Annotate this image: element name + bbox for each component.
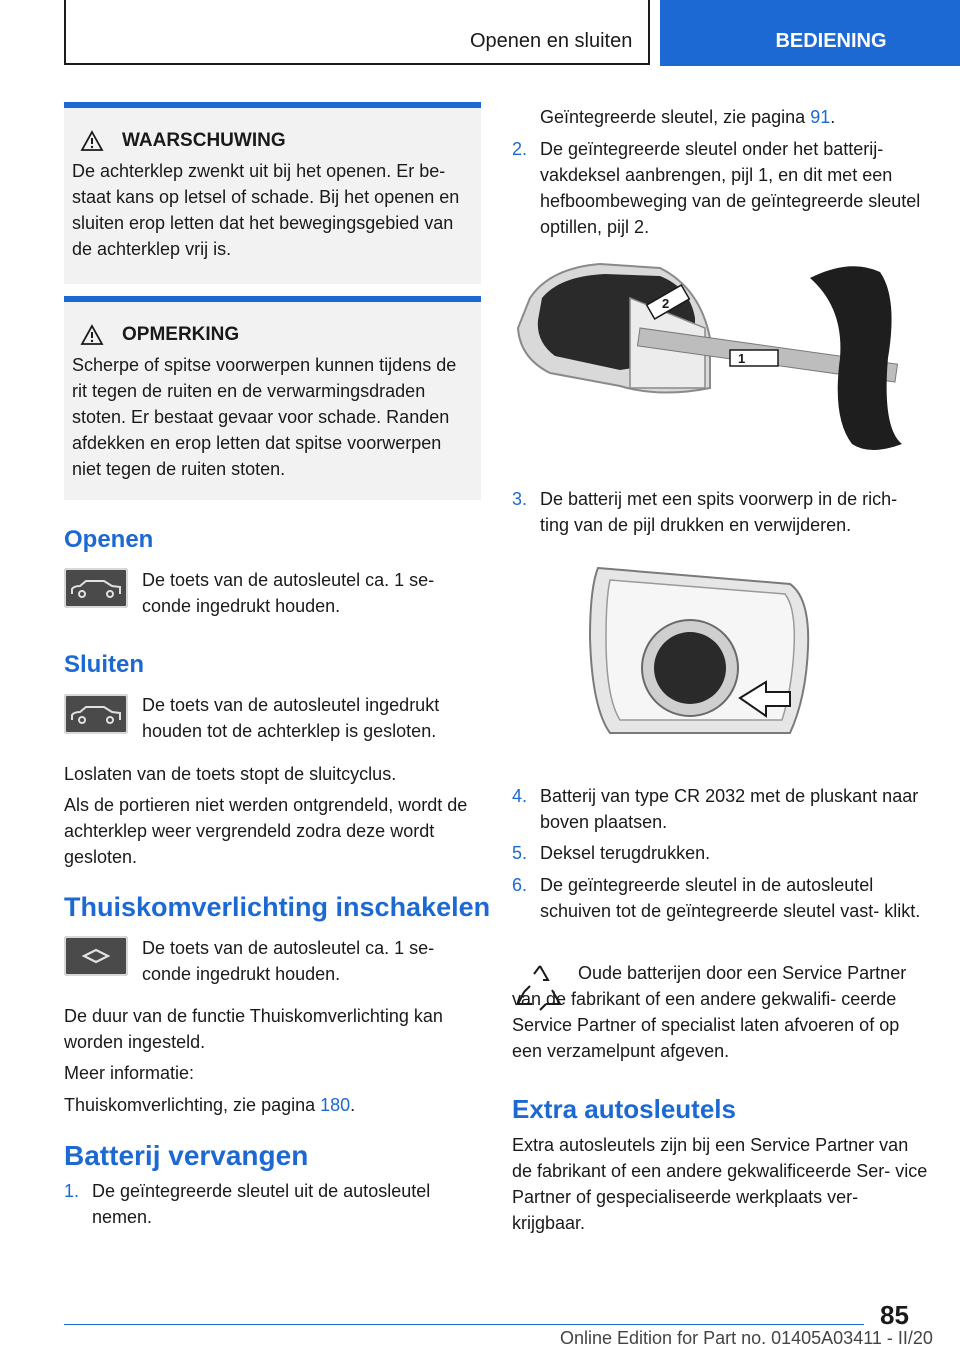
page-link-180[interactable]: 180 <box>320 1095 351 1115</box>
battery-compartment-illustration <box>580 558 820 748</box>
step-5 <box>512 840 932 868</box>
thuiskom-ref-end: . <box>350 1095 356 1115</box>
step-number: 4. <box>512 786 528 806</box>
tailgate-key-button <box>64 694 128 734</box>
note-text: Scherpe of spitse voorwerpen kunnen tijdens de rit tegen de ruiten en de verwarmingsdraden stoten. Er bestaat gevaar voor schade. Randen afdekken en erop letten dat spitse voorwerpen niet tegen de ruiten stoten. <box>72 355 457 479</box>
thuiskom-ref-text: Thuiskomverlichting, zie pagina <box>64 1095 321 1115</box>
step-1-cont-end: . <box>830 107 836 127</box>
warning-box <box>64 102 481 284</box>
heading-openen: Openen <box>64 526 154 553</box>
extra-text: Extra autosleutels zijn bij een Service Partner van de fabrikant of een andere gekwalificeerde Ser- vice Partner of gespecialiseerde werkplaats ver- krijgbaar. <box>512 1135 928 1233</box>
sluiten-text: De toets van de autosleutel ingedrukt houden tot de achterklep is gesloten. <box>142 695 440 741</box>
step-4 <box>512 783 932 839</box>
header-bottom-rule <box>64 63 650 65</box>
key-with-integrated-key-illustration <box>510 258 920 458</box>
recycle-text: Oude batterijen door een Service Partner van de fabrikant of een andere gekwalifi- ceerde Service Partner of specialist laten afvoeren of op een verzamelpunt afgeven. <box>512 963 907 1061</box>
home-light-diamond-icon <box>81 946 111 966</box>
warning-text: De achterklep zwenkt uit bij het openen. Er be- staat kans op letsel of schade. Bij het openen en sluiten erop letten dat het bewegingsgebied van de achterklep vrij is. <box>72 161 460 259</box>
thuiskom-reference <box>64 1092 474 1118</box>
step-text: De geïntegreerde sleutel onder het batterij- vakdeksel aanbrengen, pijl 1, en dit met een hefboombeweging van de geïntegreerde sleutel optillen, pijl 2. <box>540 139 921 237</box>
arrow-label-2: 2 <box>662 296 670 311</box>
edition-footer: Online Edition for Part no. 01405A03411 - II/20 <box>560 1328 933 1348</box>
thuiskom-paragraph-2: Meer informatie: <box>64 1063 195 1083</box>
sluiten-paragraph-1: Loslaten van de toets stopt de sluitcyclus. <box>64 764 397 784</box>
thuiskom-paragraph-1: De duur van de functie Thuiskomverlichting kan worden ingesteld. <box>64 1006 443 1052</box>
note-box <box>64 296 481 500</box>
heading-extra-autosleutels: Extra autosleutels <box>512 1094 736 1124</box>
section-title: Openen en sluiten <box>470 30 633 52</box>
heading-sluiten: Sluiten <box>64 651 145 678</box>
step-1 <box>64 1178 474 1234</box>
header-left-rule <box>64 0 66 64</box>
step-3 <box>512 486 932 542</box>
step-number: 2. <box>512 139 528 159</box>
caution-triangle-icon <box>80 324 104 346</box>
page-number: 85 <box>880 1300 909 1330</box>
chapter-tab-label: BEDIENING <box>775 30 887 52</box>
step-number: 5. <box>512 843 528 863</box>
page-link-91[interactable]: 91 <box>810 107 831 127</box>
openen-text: De toets van de autosleutel ca. 1 se- conde ingedrukt houden. <box>142 570 435 616</box>
warning-title: WAARSCHUWING <box>122 130 286 151</box>
tailgate-key-button <box>64 568 128 608</box>
chapter-tab[interactable] <box>660 0 960 66</box>
step-text: De batterij met een spits voorwerp in de rich- ting van de pijl drukken en verwijderen. <box>540 489 898 535</box>
home-light-key-button <box>64 936 128 976</box>
tailgate-car-icon <box>68 576 124 600</box>
footer-rule <box>64 1324 864 1325</box>
header-divider <box>648 0 650 64</box>
sluiten-paragraph-2: Als de portieren niet werden ontgrendeld, wordt de achterklep weer vergrendeld zodra deze wordt gesloten. <box>64 795 468 867</box>
step-1-cont-text: Geïntegreerde sleutel, zie pagina <box>540 107 811 127</box>
tailgate-car-icon <box>68 702 124 726</box>
step-6 <box>512 872 932 952</box>
note-header <box>80 324 473 346</box>
arrow-label-1: 1 <box>738 351 746 366</box>
step-2 <box>512 136 932 246</box>
step-number: 1. <box>64 1181 80 1201</box>
thuiskom-text: De toets van de autosleutel ca. 1 se- conde ingedrukt houden. <box>142 938 435 984</box>
step-text: Batterij van type CR 2032 met de pluskant naar boven plaatsen. <box>540 786 919 832</box>
step-1-continuation <box>540 104 940 130</box>
note-title: OPMERKING <box>122 324 240 345</box>
heading-thuiskomverlichting: Thuiskomverlichting inschakelen <box>64 892 491 922</box>
warning-header <box>80 130 473 152</box>
step-text: Deksel terugdrukken. <box>540 843 711 863</box>
step-number: 3. <box>512 489 528 509</box>
step-text: De geïntegreerde sleutel uit de autosleutel nemen. <box>92 1181 431 1227</box>
step-text: De geïntegreerde sleutel in de autosleutel schuiven tot de geïntegreerde sleutel vast- klikt. <box>540 875 921 921</box>
warning-triangle-icon <box>80 130 104 152</box>
heading-batterij-vervangen: Batterij vervangen <box>64 1140 309 1171</box>
step-number: 6. <box>512 875 528 895</box>
